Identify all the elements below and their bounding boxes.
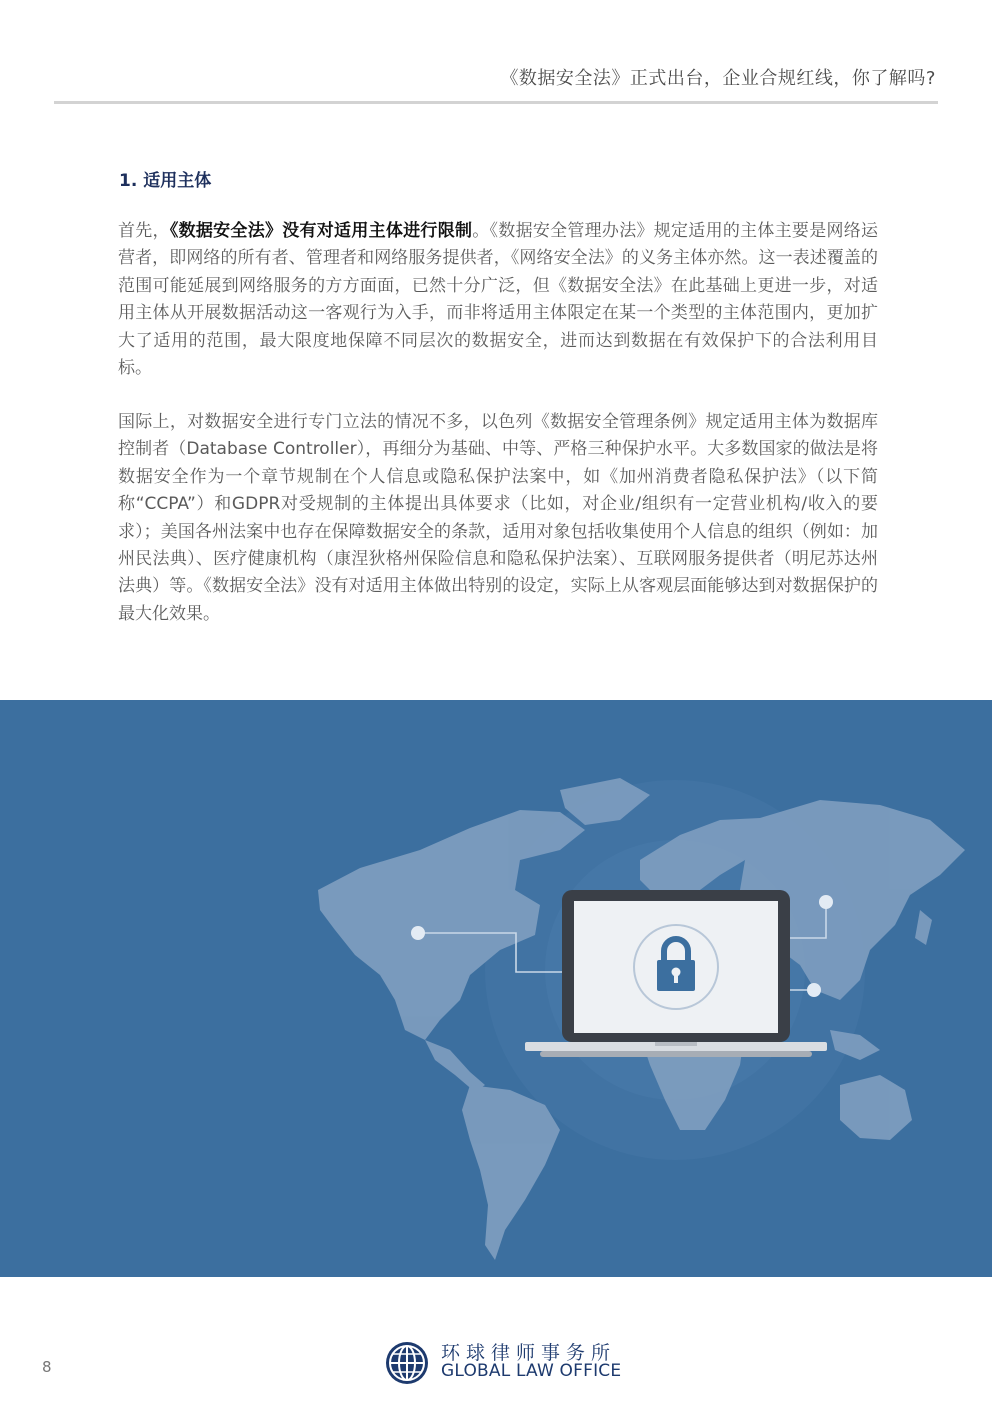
south-america-shape: [462, 1085, 560, 1260]
paragraph-lead: 首先，: [118, 221, 170, 241]
section-heading: 1. 适用主体: [119, 171, 212, 191]
laptop-base-shadow: [540, 1051, 812, 1057]
logo-chinese-name: 环球律师事务所: [441, 1342, 617, 1364]
node-dot-left: [411, 926, 425, 940]
running-header-title: 《数据安全法》正式出台，企业合规红线，你了解吗?: [500, 68, 936, 89]
paragraph-applicable-subjects: [118, 218, 878, 382]
lock-keyhole-slot: [674, 974, 678, 983]
globe-logo-icon: [384, 1340, 430, 1386]
global-law-office-logo: [384, 1336, 684, 1386]
japan-shape: [915, 910, 932, 945]
australia-shape: [840, 1075, 912, 1140]
page-number: 8: [42, 1358, 52, 1376]
paragraph-body: 。《数据安全管理办法》规定适用的主体主要是网络运营者，即网络的所有者、管理者和网络服务提供者，《网络安全法》的义务主体亦然。这一表述覆盖的范围可能延展到网络服务的方方面面，已然十分广泛，但《数据安全法》在此基础上更进一步，对适用主体从开展数据活动这一客观行为入手，而非将适用主体限定在某一个类型的主体范围内，更加扩大了适用的范围，最大限度地保障不同层次的数据安全，进而达到数据在有效保护下的合法利用目标。: [118, 221, 879, 379]
node-dot-top-right: [819, 895, 833, 909]
central-america-shape: [425, 1040, 485, 1092]
logo-english-name: GLOBAL LAW OFFICE: [441, 1361, 622, 1381]
world-map-illustration: [0, 700, 992, 1277]
paragraph-international: 国际上，对数据安全进行专门立法的情况不多，以色列《数据安全管理条例》规定适用主体为数据库控制者（Database Controller），再细分为基础、中等、严格三种保护水平。大多数国家的做法是将数据安全作为一个章节规制在个人信息或隐私保护法案中，如《加州消费者隐私保护法》（以下简称“CCPA”）和GDPR对受规制的主体提出具体要求（比如，对企业/组织有一定营业机构/收入的要求）；美国各州法案中也存在保障数据安全的条款，适用对象包括收集使用个人信息的组织（例如：加州民法典）、医疗健康机构（康涅狄格州保险信息和隐私保护法案）、互联网服务提供者（明尼苏达州法典）等。《数据安全法》没有对适用主体做出特别的设定，实际上从客观层面能够达到对数据保护的最大化效果。: [118, 412, 878, 624]
node-dot-bottom-right: [807, 983, 821, 997]
header-divider: [54, 101, 938, 104]
hero-illustration: [0, 700, 992, 1277]
paragraph-bold-statement: 《数据安全法》没有对适用主体进行限制: [169, 221, 473, 241]
laptop-notch: [655, 1042, 697, 1046]
